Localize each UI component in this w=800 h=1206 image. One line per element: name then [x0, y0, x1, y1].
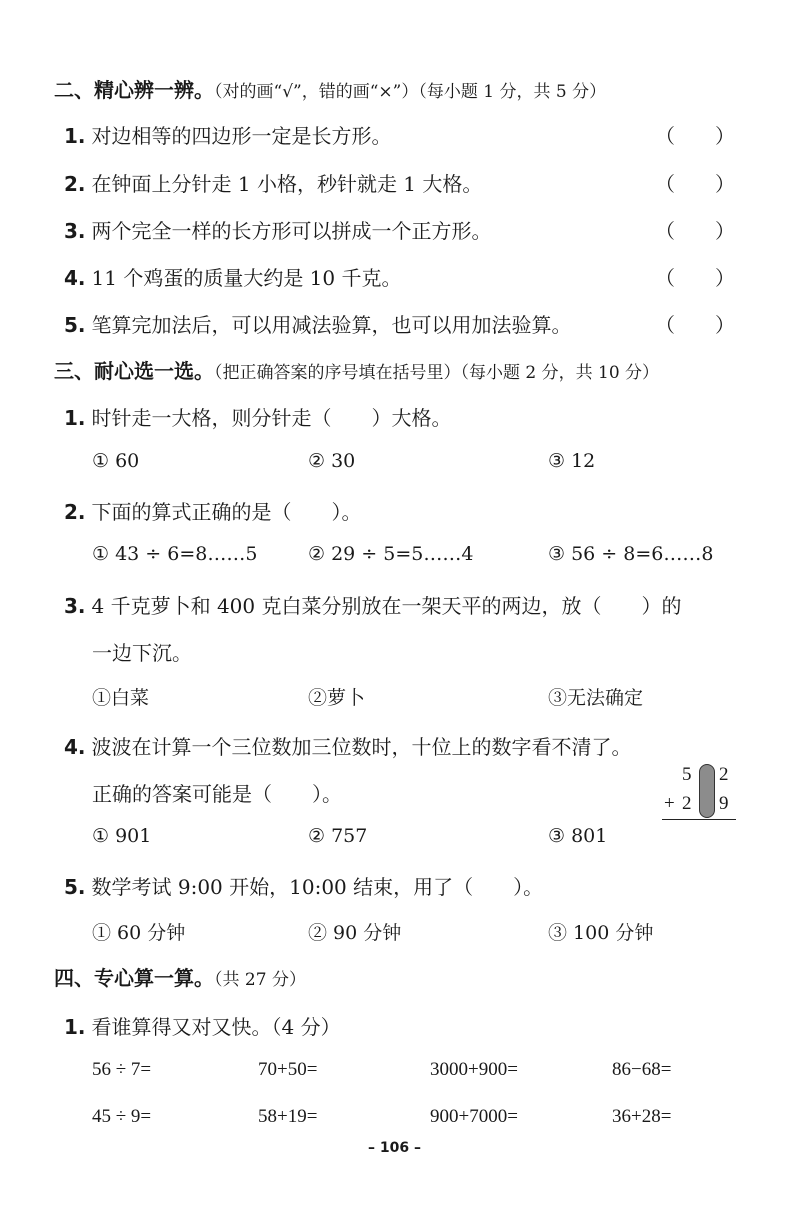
section2-header	[54, 74, 606, 103]
q1-option-1[interactable]: ① 60	[92, 450, 140, 472]
answer-paren-1[interactable]: （ ）	[655, 124, 735, 148]
choice-question-1: 1. 时针走一大格，则分针走（ ）大格。	[64, 406, 452, 430]
calc-cell[interactable]: 70+50=	[258, 1059, 318, 1080]
answer-paren-5[interactable]: （ ）	[655, 313, 735, 337]
choice-question-5: 5. 数学考试 9:00 开始，10:00 结束，用了（ ）。	[64, 875, 544, 899]
section2-title: 二、精心辨一辨。	[54, 78, 214, 102]
judge-item-5: 5. 笔算完加法后，可以用减法验算，也可以用加法验算。	[64, 313, 572, 337]
section3-header	[54, 355, 659, 384]
section4-header	[54, 962, 306, 991]
judge-item-3: 3. 两个完全一样的长方形可以拼成一个正方形。	[64, 219, 492, 243]
q1-option-2[interactable]: ② 30	[308, 450, 356, 472]
calc-cell[interactable]: 3000+900=	[430, 1059, 518, 1080]
q2-option-2[interactable]: ② 29 ÷ 5=5……4	[308, 543, 474, 565]
calc-cell[interactable]: 45 ÷ 9=	[92, 1106, 152, 1127]
q5-option-1[interactable]: ① 60 分钟	[92, 922, 186, 944]
vert-top-hundreds: 5	[682, 764, 692, 785]
q3-option-1[interactable]: ①白菜	[92, 687, 150, 709]
calc-cell[interactable]: 86−68=	[612, 1059, 672, 1080]
calc-cell[interactable]: 36+28=	[612, 1106, 672, 1127]
choice-question-4: 4. 波波在计算一个三位数加三位数时，十位上的数字看不清了。	[64, 735, 632, 759]
q4-option-3[interactable]: ③ 801	[548, 825, 608, 847]
calc-cell[interactable]: 56 ÷ 7=	[92, 1059, 152, 1080]
section3-title: 三、耐心选一选。	[54, 359, 214, 383]
calc-question-1: 1. 看谁算得又对又快。（4 分）	[64, 1015, 341, 1039]
q2-option-3[interactable]: ③ 56 ÷ 8=6……8	[548, 543, 714, 565]
answer-paren-4[interactable]: （ ）	[655, 266, 735, 290]
sum-line	[662, 819, 736, 820]
q2-option-1[interactable]: ① 43 ÷ 6=8……5	[92, 543, 258, 565]
q4-text-continued: 正确的答案可能是（ ）。	[92, 782, 342, 806]
q4-option-2[interactable]: ② 757	[308, 825, 368, 847]
calc-cell[interactable]: 900+7000=	[430, 1106, 518, 1127]
section3-note: （把正确答案的序号填在括号里）（每小题 2 分，共 10 分）	[214, 363, 660, 383]
judge-item-1: 1. 对边相等的四边形一定是长方形。	[64, 124, 392, 148]
judge-item-4: 4. 11 个鸡蛋的质量大约是 10 千克。	[64, 266, 402, 290]
q3-text-continued: 一边下沉。	[92, 641, 192, 665]
q5-option-3[interactable]: ③ 100 分钟	[548, 922, 654, 944]
vert-top-ones: 2	[719, 764, 729, 785]
vert-plus-sign: +	[664, 793, 675, 814]
vertical-addition	[662, 762, 736, 822]
choice-question-3: 3. 4 千克萝卜和 400 克白菜分别放在一架天平的两边，放（ ）的	[64, 594, 682, 618]
q3-option-2[interactable]: ②萝卜	[308, 687, 366, 709]
q4-option-1[interactable]: ① 901	[92, 825, 152, 847]
q5-option-2[interactable]: ② 90 分钟	[308, 922, 402, 944]
section4-note: （共 27 分）	[214, 970, 306, 990]
section2-note: （对的画“√”，错的画“×”）（每小题 1 分，共 5 分）	[214, 82, 607, 102]
choice-question-2: 2. 下面的算式正确的是（ ）。	[64, 500, 362, 524]
vert-bottom-ones: 9	[719, 793, 729, 814]
vert-bottom-hundreds: 2	[682, 793, 692, 814]
judge-item-2: 2. 在钟面上分针走 1 小格，秒针就走 1 大格。	[64, 172, 483, 196]
answer-paren-2[interactable]: （ ）	[655, 172, 735, 196]
q3-option-3[interactable]: ③无法确定	[548, 687, 644, 709]
hidden-digit-smudge	[699, 764, 715, 818]
answer-paren-3[interactable]: （ ）	[655, 219, 735, 243]
page-number: – 106 –	[368, 1140, 421, 1156]
section4-title: 四、专心算一算。	[54, 966, 214, 990]
q1-option-3[interactable]: ③ 12	[548, 450, 596, 472]
calc-cell[interactable]: 58+19=	[258, 1106, 318, 1127]
